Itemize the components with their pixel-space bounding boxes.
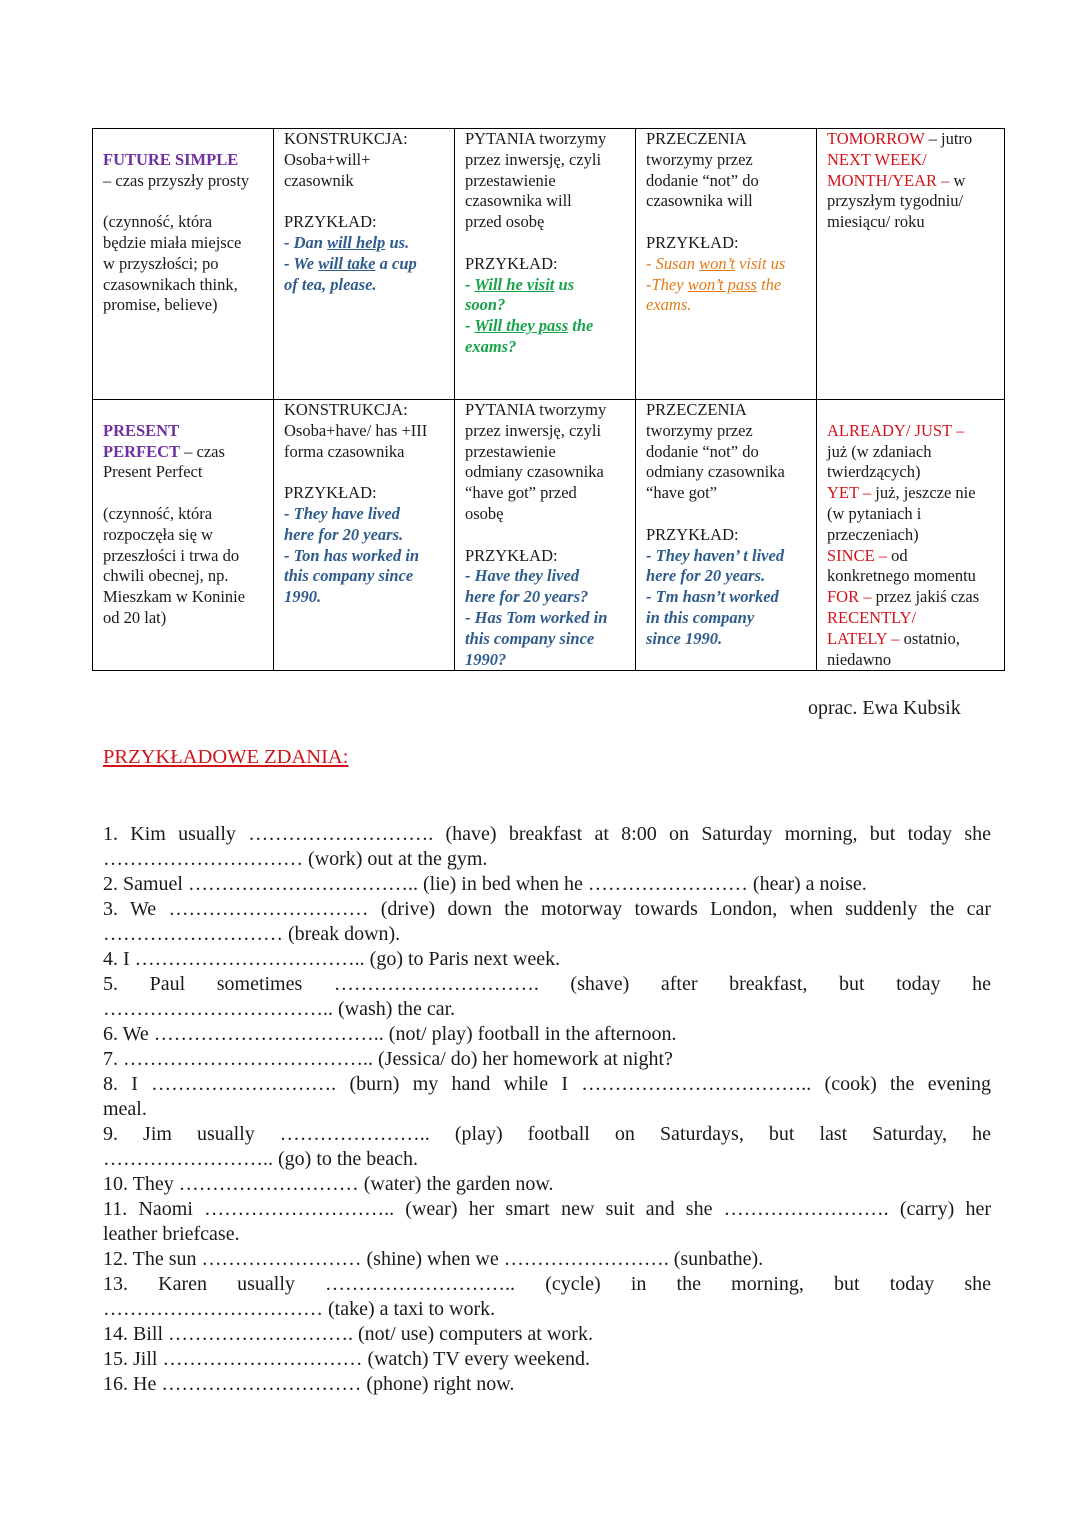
example-verb: will help (327, 232, 386, 252)
exercise-line: 6. We …………………………….. (not/ play) football in the afternoon. (103, 1023, 677, 1045)
text-line: this company since (465, 628, 595, 648)
time-expression-line (827, 421, 996, 442)
text-line: this company since (284, 566, 414, 586)
time-expression-line (827, 212, 996, 233)
text-line: czasownika will (465, 191, 572, 211)
time-meaning: w (949, 170, 966, 190)
question-examples (465, 566, 627, 670)
example-title: PRZYKŁAD: (646, 524, 739, 544)
example-verb: won’t (699, 253, 735, 273)
exercise-line: 11. Naomi ……………………….. (wear) her smart new suit and she ……………………. (carry) her (103, 1198, 991, 1220)
exercise-line: 16. He ………………………… (phone) right now. (103, 1373, 515, 1395)
example-text: a cup (375, 253, 417, 273)
time-keyword: MONTH/YEAR – (827, 170, 950, 190)
tense-desc: – czas przyszły prosty (103, 170, 250, 190)
example-text: soon? (465, 295, 506, 315)
exercise-line: 3. We ………………………… (drive) down the motorway towards London, when suddenly the car (103, 898, 991, 920)
example-text: -They (646, 274, 688, 294)
example-title: PRZYKŁAD: (284, 483, 377, 503)
table-row-future-simple (93, 129, 1005, 400)
exercise-line: ………………………… (work) out at the gym. (103, 848, 488, 870)
text-line: odmiany czasownika (646, 462, 785, 482)
example-title: PRZYKŁAD: (646, 232, 739, 252)
section-heading: PRZYKŁADOWE ZDANIA: (103, 746, 349, 768)
text-line: czasownika will (646, 191, 753, 211)
exercise-line: leather briefcase. (103, 1223, 240, 1245)
text-line: - Have they lived (465, 566, 580, 586)
time-keyword: SINCE – (827, 545, 888, 565)
time-meaning: od (887, 545, 908, 565)
text-line: odmiany czasownika (465, 462, 604, 482)
text-line: Osoba+will+ (284, 149, 371, 169)
tense-name: PERFECT (103, 441, 181, 461)
text-line: - They have lived (284, 503, 400, 523)
time-expressions-cell (817, 129, 1005, 400)
negation-lines (646, 129, 808, 212)
time-keyword: LATELY – (827, 628, 900, 648)
example-line (465, 337, 627, 358)
construction-lines (284, 150, 446, 192)
construction-examples (284, 504, 446, 608)
text-line: Osoba+have/ has +III (284, 420, 428, 440)
time-expression-line (827, 608, 996, 629)
example-verb: Will they pass (474, 316, 569, 336)
author-note: oprac. Ewa Kubsik (808, 697, 961, 719)
exercise-line: 7. ……………………………….. (Jessica/ do) her homework at night? (103, 1048, 673, 1070)
tense-desc: – czas (180, 441, 225, 461)
negations-cell (636, 129, 817, 400)
exercise-line: 1. Kim usually ………………………. (have) breakfast at 8:00 on Saturday morning, but today she (103, 823, 991, 845)
question-lines (465, 400, 627, 525)
text-line: - Ton has worked in (284, 545, 420, 565)
construction-title: KONSTRUKCJA: (284, 400, 408, 419)
time-meaning: miesiącu/ roku (827, 212, 925, 232)
example-title: PRZYKŁAD: (284, 212, 377, 232)
time-expression-line (827, 504, 996, 525)
text-line: (czynność, która (103, 503, 213, 523)
time-expression-line (827, 566, 996, 587)
text-line: here for 20 years? (465, 587, 589, 607)
text-line: PRZECZENIA (646, 400, 747, 419)
example-title: PRZYKŁAD: (465, 545, 558, 565)
example-line (465, 316, 627, 337)
time-meaning: już (w zdaniach (827, 441, 932, 461)
time-meaning: przeczeniach) (827, 524, 919, 544)
text-line: PRZECZENIA (646, 129, 747, 148)
time-expression-line (827, 442, 996, 463)
text-line: since 1990. (646, 628, 723, 648)
exercise-line: 14. Bill ………………………. (not/ use) computers at work. (103, 1323, 593, 1345)
time-keyword: TOMORROW (827, 129, 925, 148)
example-title: PRZYKŁAD: (465, 253, 558, 273)
example-text: exams. (646, 295, 692, 315)
text-line: PYTANIA tworzymy (465, 400, 607, 419)
construction-cell (274, 400, 455, 671)
time-expression-line (827, 191, 996, 212)
text-line: Mieszkam w Koninie (103, 587, 246, 607)
text-line: “have got” przed (465, 483, 577, 503)
negation-examples (646, 254, 808, 316)
table-row-present-perfect (93, 400, 1005, 671)
example-text: the (756, 274, 782, 294)
exercise-line: …………………….. (go) to the beach. (103, 1148, 418, 1170)
text-line: 1990? (465, 649, 507, 669)
time-meaning: już, jeszcze nie (871, 483, 976, 503)
text-line: dodanie “not” do (646, 441, 759, 461)
text-line: tworzymy przez (646, 149, 753, 169)
grammar-table (92, 128, 1005, 671)
time-meaning: przez jakiś czas (871, 587, 980, 607)
time-keyword: FOR – (827, 587, 872, 607)
text-line: - Has Tom worked in (465, 607, 608, 627)
example-text: - Susan (646, 253, 700, 273)
construction-title: KONSTRUKCJA: (284, 129, 408, 148)
text-line: - They haven’ t lived (646, 545, 785, 565)
usage-lines (103, 212, 265, 316)
time-keyword: ALREADY/ JUST – (827, 420, 965, 440)
example-text: - Dan (284, 232, 328, 252)
negation-examples (646, 546, 808, 650)
example-line (646, 254, 808, 275)
example-text: - (465, 316, 475, 336)
time-expressions (827, 129, 996, 233)
text-line: przed osobę (465, 212, 545, 232)
time-meaning: konkretnego momentu (827, 566, 976, 586)
time-meaning: przyszłym tygodniu/ (827, 191, 964, 211)
text-line: in this company (646, 607, 755, 627)
example-text: visit us (734, 253, 786, 273)
tense-cell (93, 400, 274, 671)
question-lines (465, 129, 627, 233)
exercise-line: 8. I ………………………. (burn) my hand while I …………………………….. (cook) the evening (103, 1073, 991, 1095)
time-meaning: niedawno (827, 649, 892, 669)
time-meaning: ostatnio, (899, 628, 960, 648)
tense-name: FUTURE SIMPLE (103, 149, 239, 169)
time-expression-line (827, 129, 996, 150)
negations-cell (636, 400, 817, 671)
text-line: w przyszłości; po (103, 253, 219, 273)
example-line (284, 254, 446, 275)
text-line: here for 20 years. (284, 524, 404, 544)
text-line: forma czasownika (284, 441, 405, 461)
questions-cell (455, 400, 636, 671)
exercise-line: 15. Jill ………………………… (watch) TV every weekend. (103, 1348, 590, 1370)
time-keyword: RECENTLY/ (827, 607, 917, 627)
text-line: od 20 lat) (103, 607, 167, 627)
time-expressions (827, 421, 996, 671)
example-text: - We (284, 253, 319, 273)
construction-lines (284, 421, 446, 463)
time-expression-line (827, 150, 996, 171)
text-line: osobę (465, 503, 504, 523)
exercise-line: 10. They ……………………… (water) the garden now. (103, 1173, 554, 1195)
text-line: here for 20 years. (646, 566, 766, 586)
questions-cell (455, 129, 636, 400)
time-meaning: (w pytaniach i (827, 503, 922, 523)
time-expression-line (827, 483, 996, 504)
text-line: - Tm hasn’t worked (646, 587, 779, 607)
usage-lines (103, 504, 265, 629)
text-line: przez inwersję, czyli (465, 149, 602, 169)
text-line: rozpoczęła się w (103, 524, 213, 544)
exercise-line: ……………………… (break down). (103, 923, 401, 945)
time-meaning: – jutro (924, 129, 973, 148)
time-expression-line (827, 462, 996, 483)
time-keyword: YET – (827, 483, 872, 503)
example-line (465, 295, 627, 316)
text-line: chwili obecnej, np. (103, 566, 229, 586)
time-expression-line (827, 629, 996, 650)
question-examples (465, 275, 627, 358)
example-line (465, 275, 627, 296)
text-line: przez inwersję, czyli (465, 420, 602, 440)
text-line: czasownik (284, 170, 354, 190)
construction-examples (284, 233, 446, 295)
negation-lines (646, 400, 808, 504)
example-text: exams? (465, 336, 517, 356)
exercise-line: meal. (103, 1098, 147, 1120)
example-text: the (568, 316, 594, 336)
example-verb: Will he visit (474, 274, 555, 294)
tense-cell (93, 129, 274, 400)
construction-cell (274, 129, 455, 400)
exercise-line: …………………………….. (wash) the car. (103, 998, 456, 1020)
example-verb: will take (318, 253, 376, 273)
text-line: tworzymy przez (646, 420, 753, 440)
text-line: promise, believe) (103, 295, 218, 315)
time-keyword: NEXT WEEK/ (827, 149, 927, 169)
example-line (284, 233, 446, 254)
text-line: przeszłości i trwa do (103, 545, 240, 565)
example-text: of tea, please. (284, 274, 377, 294)
exercise-line: 12. The sun …………………… (shine) when we ……………………. (sunbathe). (103, 1248, 764, 1270)
text-line: (czynność, która (103, 212, 213, 232)
time-expression-line (827, 546, 996, 567)
example-text: us. (385, 232, 410, 252)
tense-name: PRESENT (103, 420, 180, 440)
tense-desc: Present Perfect (103, 462, 203, 482)
exercise-line: 5. Paul sometimes …………………………. (shave) after breakfast, but today he (103, 973, 991, 995)
example-line (284, 275, 446, 296)
exercise-line: …………………………… (take) a taxi to work. (103, 1298, 496, 1320)
example-line (646, 275, 808, 296)
time-meaning: twierdzących) (827, 462, 921, 482)
example-text: us (554, 274, 575, 294)
text-line: 1990. (284, 587, 322, 607)
time-expressions-cell (817, 400, 1005, 671)
text-line: dodanie “not” do (646, 170, 759, 190)
text-line: PYTANIA tworzymy (465, 129, 607, 148)
exercise-line: 13. Karen usually ……………………….. (cycle) in the morning, but today she (103, 1273, 991, 1295)
text-line: przestawienie (465, 441, 556, 461)
time-expression-line (827, 171, 996, 192)
text-line: będzie miała miejsce (103, 232, 242, 252)
exercise-line: 4. I …………………………….. (go) to Paris next week. (103, 948, 561, 970)
text-line: czasownikach think, (103, 274, 238, 294)
example-text: - (465, 274, 475, 294)
exercise-line: 2. Samuel …………………………….. (lie) in bed when he …………………… (hear) a noise. (103, 873, 867, 895)
time-expression-line (827, 525, 996, 546)
time-expression-line (827, 587, 996, 608)
example-verb: won’t pass (687, 274, 757, 294)
text-line: “have got” (646, 483, 718, 503)
exercise-line: 9. Jim usually ………………….. (play) football on Saturdays, but last Saturday, he (103, 1123, 991, 1145)
example-line (646, 295, 808, 316)
text-line: przestawienie (465, 170, 556, 190)
time-expression-line (827, 650, 996, 671)
